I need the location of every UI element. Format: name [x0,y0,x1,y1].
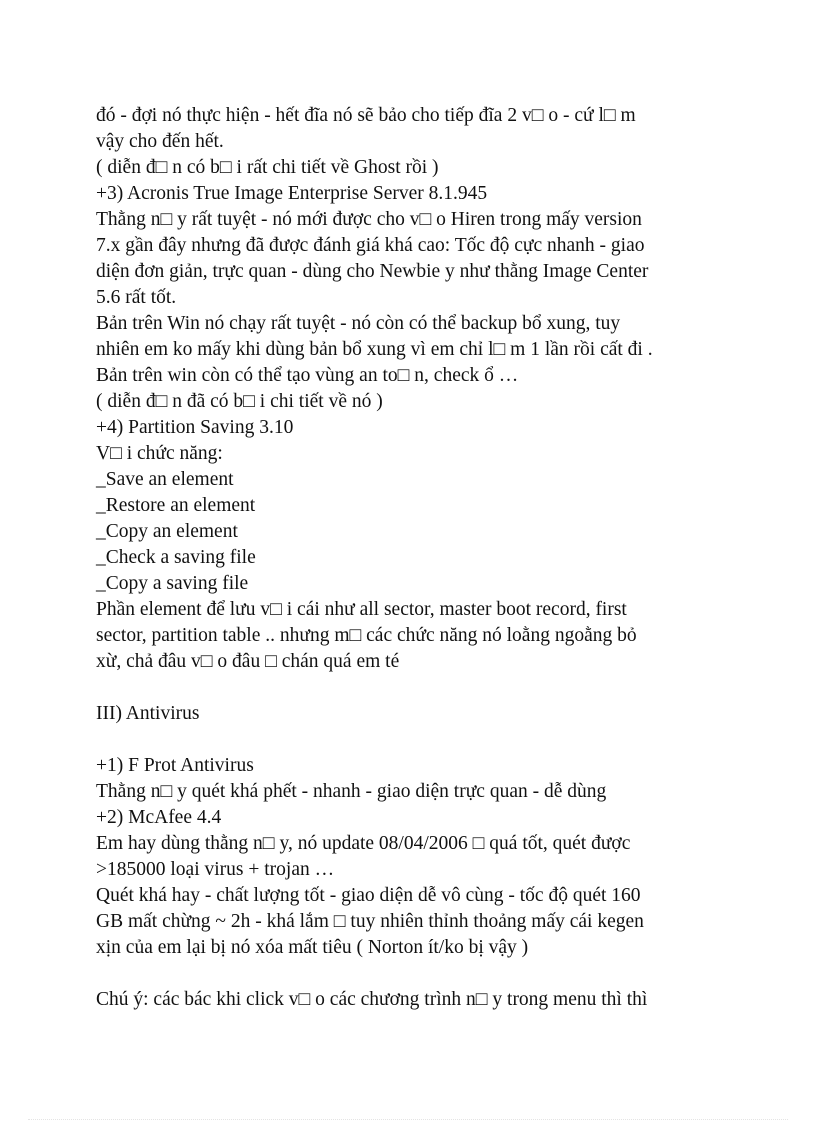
text-line: GB mất chừng ~ 2h - khá lắm □ tuy nhiên thỉnh thoảng mấy cái kegen [96,911,644,932]
text-line: nhiên em ko mấy khi dùng bản bổ xung vì em chỉ l□ m 1 lần rồi cất đi . [96,339,653,360]
text-line: Quét khá hay - chất lượng tốt - giao diện dễ vô cùng - tốc độ quét 160 [96,885,641,906]
text-line: Thằng n□ y quét khá phết - nhanh - giao diện trực quan - dễ dùng [96,781,607,802]
text-line: ( diễn đ□ n có b□ i rất chi tiết về Ghost rồi ) [96,157,439,178]
text-line: sector, partition table .. nhưng m□ các chức năng nó loằng ngoằng bỏ [96,625,637,646]
list-item: _Copy a saving file [96,573,249,594]
text-line: ( diễn đ□ n đã có b□ i chi tiết về nó ) [96,391,383,412]
text-line: Phần element để lưu v□ i cái như all sector, master boot record, first [96,599,627,620]
text-line: xịn của em lại bị nó xóa mất tiêu ( Norton ít/ko bị vậy ) [96,937,529,958]
text-line: 7.x gần đây nhưng đã được đánh giá khá cao: Tốc độ cực nhanh - giao [96,235,645,256]
text-line: >185000 loại virus + trojan … [96,859,335,880]
section-heading-partition-saving: +4) Partition Saving 3.10 [96,417,294,438]
list-item: _Check a saving file [96,547,256,568]
text-line: Bản trên win còn có thể tạo vùng an to□ n, check ổ … [96,365,519,386]
blank-line [96,727,736,753]
text-line: Chú ý: các bác khi click v□ o các chương trình n□ y trong menu thì thì [96,989,648,1010]
text-line: Em hay dùng thằng n□ y, nó update 08/04/2006 □ quá tốt, quét được [96,833,631,854]
text-line: xừ, chả đâu v□ o đâu □ chán quá em té [96,651,400,672]
section-heading-antivirus: III) Antivirus [96,703,200,724]
text-line: Bản trên Win nó chạy rất tuyệt - nó còn có thể backup bổ xung, tuy [96,313,621,334]
blank-line [96,675,736,701]
text-line: Thằng n□ y rất tuyệt - nó mới được cho v□ o Hiren trong mấy version [96,209,642,230]
section-heading-f-prot: +1) F Prot Antivirus [96,755,254,776]
section-heading-acronis: +3) Acronis True Image Enterprise Server 8.1.945 [96,183,488,204]
section-heading-mcafee: +2) McAfee 4.4 [96,807,222,828]
text-line: V□ i chức năng: [96,443,223,464]
text-line: diện đơn giản, trực quan - dùng cho Newbie y như thằng Image Center [96,261,649,282]
list-item: _Restore an element [96,495,256,516]
text-line: đó - đợi nó thực hiện - hết đĩa nó sẽ bảo cho tiếp đĩa 2 v□ o - cứ l□ m [96,105,636,126]
text-line: 5.6 rất tốt. [96,287,177,308]
blank-line [96,961,736,987]
text-line: vậy cho đến hết. [96,131,224,152]
list-item: _Copy an element [96,521,238,542]
page-bottom-rule [28,1119,788,1120]
list-item: _Save an element [96,469,234,490]
document-body [96,103,736,1013]
